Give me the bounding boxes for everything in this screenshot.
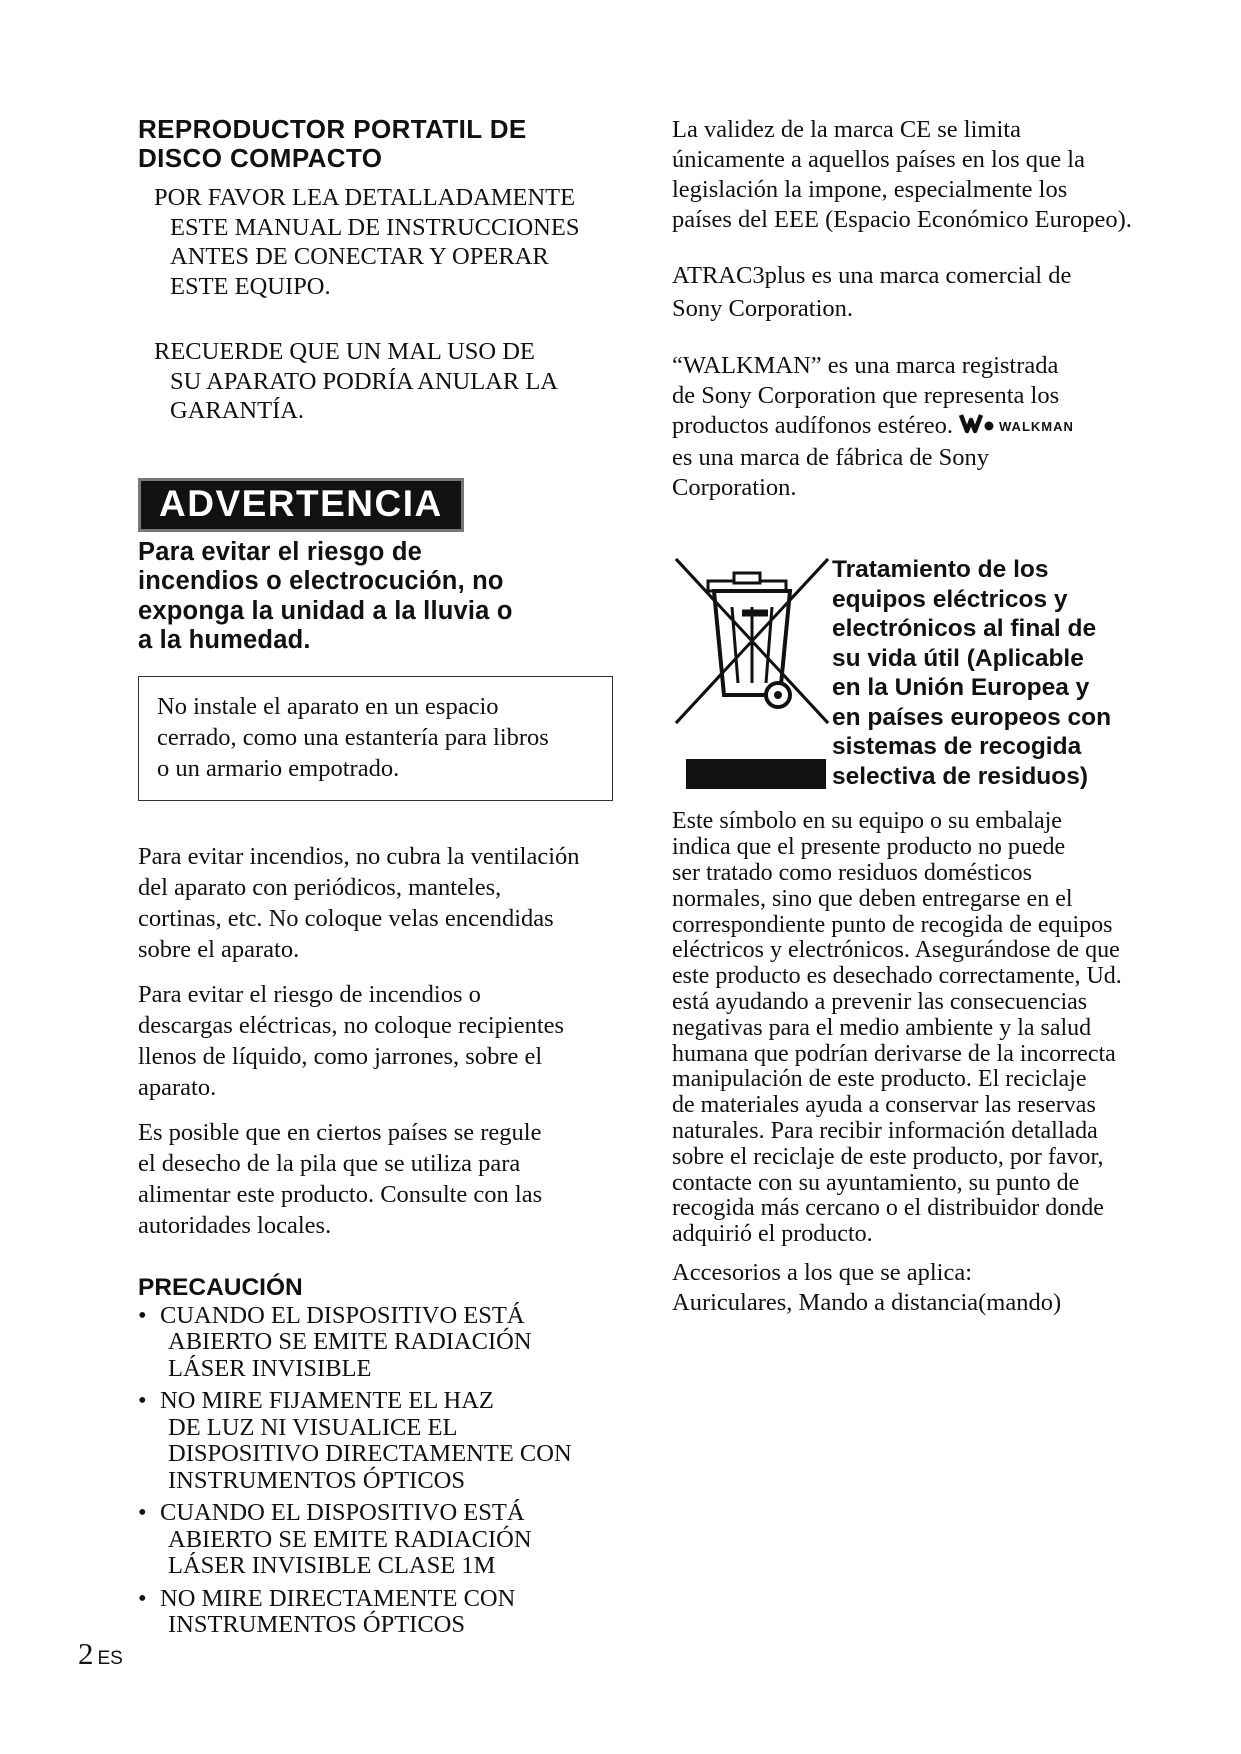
box-line: cerrado, como una estantería para libros xyxy=(157,723,549,751)
weee-title-line: sistemas de recogida xyxy=(832,733,1082,761)
weee-title-line: Tratamiento de los xyxy=(832,556,1049,584)
paragraph-line: La validez de la marca CE se limita xyxy=(672,116,1021,143)
paragraph-line: eléctricos y electrónicos. Asegurándose de que xyxy=(672,937,1120,964)
paragraph-line: correspondiente punto de recogida de equipos xyxy=(672,911,1113,938)
box-line: No instale el aparato en un espacio xyxy=(157,692,499,720)
product-title xyxy=(138,115,613,173)
precaution-line: DISPOSITIVO DIRECTAMENTE CON xyxy=(168,1440,572,1467)
paragraph-line: países del EEE (Espacio Económico Europeo). xyxy=(672,206,1132,233)
paragraph-line: aparato. xyxy=(138,1073,217,1101)
precaution-line: DE LUZ NI VISUALICE EL xyxy=(168,1413,458,1441)
precaution-line: ABIERTO SE EMITE RADIACIÓN xyxy=(168,1328,532,1355)
paragraph-line: únicamente a aquellos países en los que la xyxy=(672,146,1085,173)
paragraph-line: naturales. Para recibir información detallada xyxy=(672,1117,1098,1144)
paragraph-line: Para evitar incendios, no cubra la ventilación xyxy=(138,842,580,870)
product-title-line: DISCO COMPACTO xyxy=(138,143,383,173)
weee-body xyxy=(672,809,1152,1248)
paragraph-line: Corporation. xyxy=(672,474,797,502)
paragraph-line: cortinas, etc. No coloque velas encendidas xyxy=(138,904,554,932)
weee-title-line: selectiva de residuos) xyxy=(832,762,1089,790)
precaution-list xyxy=(138,1303,613,1639)
weee-title-line: en países europeos con xyxy=(832,703,1112,731)
right-column xyxy=(672,115,1152,1318)
notice-line: ESTE MANUAL DE INSTRUCCIONES xyxy=(170,213,580,241)
precaution-item xyxy=(138,1586,613,1639)
page-number xyxy=(78,1636,123,1672)
paragraph-line: Es posible que en ciertos países se regule xyxy=(138,1118,542,1146)
weee-title xyxy=(832,555,1142,791)
crossed-out-wheelie-bin-icon xyxy=(672,555,832,791)
notice-line: POR FAVOR LEA DETALLADAMENTE xyxy=(154,184,576,211)
paragraph-line: Auriculares, Mando a distancia(mando) xyxy=(672,1288,1062,1316)
paragraph-line: descargas eléctricas, no coloque recipientes xyxy=(138,1011,565,1039)
walkman-logo-icon xyxy=(959,411,1107,443)
ce-mark-paragraph xyxy=(672,115,1152,235)
precaution-item xyxy=(138,1500,613,1580)
paragraph-line-text: productos audífonos estéreo. xyxy=(672,412,953,439)
paragraph-line: recogida más cercano o el distribuidor donde xyxy=(672,1195,1104,1222)
paragraph-line: Este símbolo en su equipo o su embalaje xyxy=(672,808,1062,835)
warning-line: incendios o electrocución, no xyxy=(138,567,504,595)
precaution-line: LÁSER INVISIBLE CLASE 1M xyxy=(168,1552,496,1579)
warning-line: a la humedad. xyxy=(138,626,311,654)
paragraph-line: legislación la impone, especialmente los xyxy=(672,176,1068,203)
accessories-paragraph xyxy=(672,1258,1152,1318)
paragraph-line: manipulación de este producto. El reciclaje xyxy=(672,1066,1087,1093)
paragraph-line: Para evitar el riesgo de incendios o xyxy=(138,980,481,1008)
paragraph-line: está ayudando a prevenir las consecuencias xyxy=(672,988,1088,1015)
warning-text xyxy=(138,538,613,656)
notice-line: ESTE EQUIPO. xyxy=(170,272,331,300)
precaution-line: • CUANDO EL DISPOSITIVO ESTÁ xyxy=(160,1301,525,1329)
installation-warning-box xyxy=(138,676,613,801)
weee-section xyxy=(672,555,1152,803)
paragraph-line: contacte con su ayuntamiento, su punto de xyxy=(672,1169,1080,1196)
paragraph-line: humana que podrían derivarse de la incorrecta xyxy=(672,1040,1116,1067)
notice-line: ANTES DE CONECTAR Y OPERAR xyxy=(170,243,549,270)
warning-label: ADVERTENCIA xyxy=(138,478,464,532)
read-manual-notice xyxy=(138,183,613,301)
precaution-line: INSTRUMENTOS ÓPTICOS xyxy=(168,1611,465,1638)
misuse-notice xyxy=(138,337,613,426)
paragraph-line: de materiales ayuda a conservar las reservas xyxy=(672,1092,1096,1119)
precaution-item xyxy=(138,1303,613,1383)
warning-line: Para evitar el riesgo de xyxy=(138,537,423,566)
precaution-line: LÁSER INVISIBLE xyxy=(168,1354,372,1382)
paragraph-line: adquirió el producto. xyxy=(672,1221,873,1248)
precaution-title: PRECAUCIÓN xyxy=(138,1273,303,1301)
paragraph-line: de Sony Corporation que representa los xyxy=(672,382,1060,409)
paragraph-line: el desecho de la pila que se utiliza para xyxy=(138,1149,521,1177)
paragraph-line: negativas para el medio ambiente y la salud xyxy=(672,1014,1092,1041)
atrac-paragraph xyxy=(672,259,1152,325)
precaution-line: INSTRUMENTOS ÓPTICOS xyxy=(168,1466,465,1494)
paragraph-line: normales, sino que deben entregarse en el xyxy=(672,885,1073,912)
paragraph-line: ATRAC3plus es una marca comercial de xyxy=(672,262,1072,289)
precaution-item xyxy=(138,1388,613,1494)
page-number-value: 2 xyxy=(78,1636,94,1671)
battery-paragraph xyxy=(138,1117,613,1241)
paragraph-line: ser tratado como residuos domésticos xyxy=(672,859,1032,886)
weee-title-line: en la Unión Europea y xyxy=(832,674,1090,702)
paragraph-line: “WALKMAN” es una marca registrada xyxy=(672,352,1059,379)
paragraph-line xyxy=(672,411,1152,443)
box-line: o un armario empotrado. xyxy=(157,754,400,782)
liquid-paragraph xyxy=(138,979,613,1103)
ventilation-paragraph xyxy=(138,841,613,965)
left-column xyxy=(138,115,613,1639)
page-language-code: ES xyxy=(97,1648,123,1669)
paragraph-line: sobre el aparato. xyxy=(138,935,300,963)
weee-title-line: su vida útil (Aplicable xyxy=(832,644,1084,672)
walkman-paragraph xyxy=(672,351,1152,503)
product-title-line: REPRODUCTOR PORTATIL DE xyxy=(138,114,527,144)
paragraph-line: es una marca de fábrica de Sony xyxy=(672,444,989,472)
precaution-line: • NO MIRE FIJAMENTE EL HAZ xyxy=(160,1387,494,1414)
svg-text:WALKMAN: WALKMAN xyxy=(999,419,1075,435)
notice-line: GARANTÍA. xyxy=(170,397,305,424)
paragraph-line: indica que el presente producto no puede xyxy=(672,834,1066,861)
paragraph-line: alimentar este producto. Consulte con las xyxy=(138,1180,543,1208)
precaution-line: • CUANDO EL DISPOSITIVO ESTÁ xyxy=(160,1499,525,1526)
paragraph-line: sobre el reciclaje de este producto, por favor, xyxy=(672,1143,1104,1170)
paragraph-line: llenos de líquido, como jarrones, sobre el xyxy=(138,1042,543,1070)
paragraph-line: Accesorios a los que se aplica: xyxy=(672,1258,973,1286)
notice-line: RECUERDE QUE UN MAL USO DE xyxy=(154,338,535,365)
precaution-line: • NO MIRE DIRECTAMENTE CON xyxy=(160,1584,516,1612)
paragraph-line: este producto es desechado correctamente, Ud. xyxy=(672,963,1122,990)
paragraph-line: Sony Corporation. xyxy=(672,295,854,322)
precaution-line: ABIERTO SE EMITE RADIACIÓN xyxy=(168,1525,532,1553)
notice-line: SU APARATO PODRÍA ANULAR LA xyxy=(170,367,559,395)
paragraph-line: del aparato con periódicos, manteles, xyxy=(138,873,502,901)
weee-title-line: equipos eléctricos y xyxy=(832,585,1068,613)
paragraph-line: autoridades locales. xyxy=(138,1211,332,1239)
warning-line: exponga la unidad a la lluvia o xyxy=(138,596,513,625)
weee-title-line: electrónicos al final de xyxy=(832,615,1097,643)
